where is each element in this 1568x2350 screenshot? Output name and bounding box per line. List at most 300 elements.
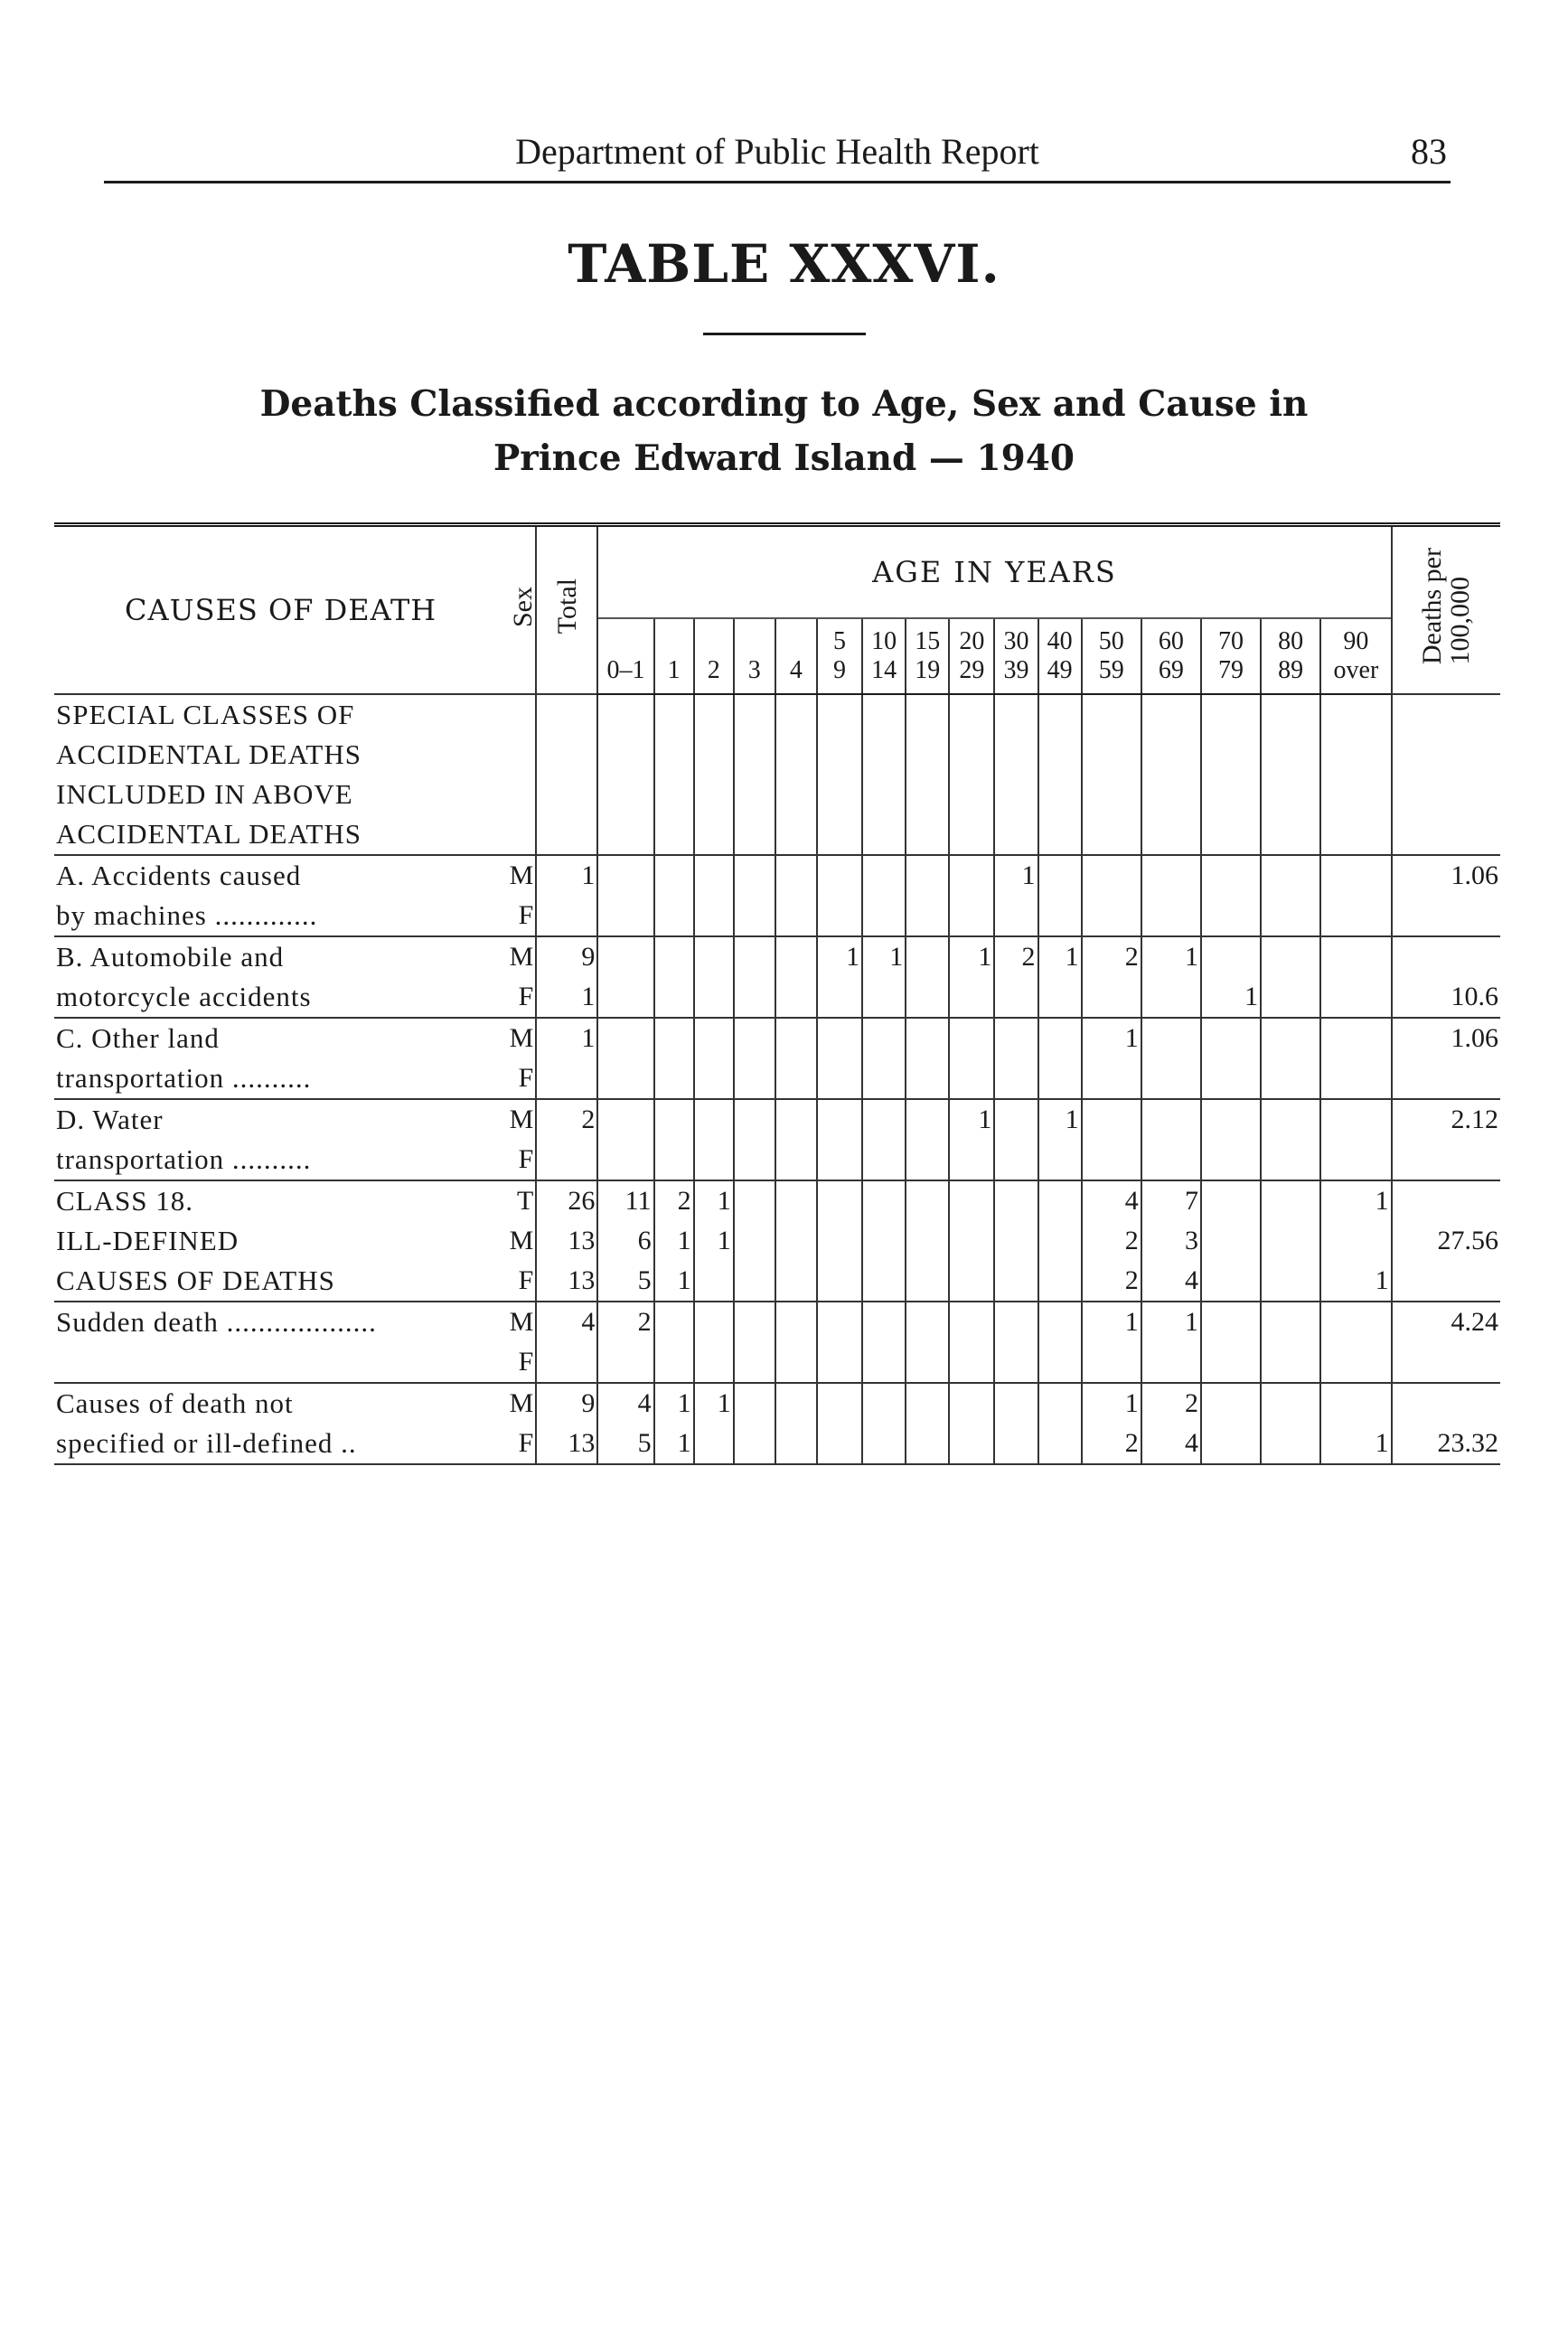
rate-cell: 10.6: [1392, 977, 1500, 1018]
age-value-cell: 1: [654, 1383, 694, 1424]
age-value-cell: [994, 694, 1038, 735]
age-value-cell: [994, 1018, 1038, 1058]
header-age-7: [906, 618, 949, 694]
header-age-2-top: [697, 627, 731, 656]
age-value-cell: [1082, 1099, 1141, 1140]
age-value-cell: [949, 1058, 994, 1099]
age-value-cell: 2: [994, 936, 1038, 977]
header-age-12-bottom: 69: [1158, 656, 1184, 684]
total-cell: 1: [536, 1018, 597, 1058]
header-age-8-bottom: 29: [959, 656, 985, 684]
age-value-cell: [817, 1221, 862, 1261]
age-value-cell: [1038, 1058, 1082, 1099]
age-value-cell: [817, 735, 862, 775]
header-age-4-bottom: 4: [789, 656, 803, 684]
table-row: [54, 1018, 1500, 1058]
sex-cell: M: [509, 1226, 534, 1255]
cause-label-line: transportation ..........: [56, 1143, 312, 1176]
age-value-cell: 1: [1082, 1302, 1141, 1342]
age-value-cell: [1141, 775, 1201, 814]
header-age-6-bottom: 14: [871, 656, 897, 684]
age-value-cell: 4: [597, 1383, 653, 1424]
header-rate: Deaths per100,000: [1392, 525, 1500, 695]
age-value-cell: [1038, 775, 1082, 814]
age-value-cell: [1201, 1058, 1261, 1099]
age-value-cell: [862, 1342, 906, 1383]
age-value-cell: 1: [862, 936, 906, 977]
cause-label-line: ACCIDENTAL DEATHS: [56, 738, 361, 771]
age-value-cell: [694, 1302, 734, 1342]
age-value-cell: [1320, 855, 1391, 896]
table-row: [54, 694, 1500, 735]
age-value-cell: [1261, 1261, 1320, 1302]
age-value-cell: [597, 694, 653, 735]
age-value-cell: [775, 735, 817, 775]
age-value-cell: [1038, 1424, 1082, 1464]
age-value-cell: [949, 977, 994, 1018]
age-value-cell: [817, 775, 862, 814]
age-value-cell: [1261, 1140, 1320, 1180]
age-value-cell: [694, 855, 734, 896]
header-age-in-years: AGE IN YEARS: [597, 525, 1391, 619]
age-value-cell: [597, 1058, 653, 1099]
age-value-cell: [775, 1302, 817, 1342]
age-value-cell: [734, 1342, 775, 1383]
age-value-cell: [1320, 936, 1391, 977]
cause-label-line: Sudden death ...................: [54, 1302, 507, 1342]
age-value-cell: 3: [1141, 1221, 1201, 1261]
age-value-cell: 2: [654, 1180, 694, 1221]
total-cell: [536, 1342, 597, 1383]
cause-label-line: ILL-DEFINED: [56, 1225, 239, 1257]
age-value-cell: [775, 1058, 817, 1099]
total-cell: 9: [536, 1383, 597, 1424]
age-value-cell: [1261, 1018, 1320, 1058]
sex-cell: F: [518, 900, 534, 930]
age-value-cell: 1: [817, 936, 862, 977]
age-value-cell: 1: [1320, 1424, 1391, 1464]
cause-label-line: D. Water: [54, 1099, 507, 1140]
age-value-cell: [1320, 896, 1391, 936]
age-value-cell: [994, 1140, 1038, 1180]
age-value-cell: 1: [654, 1424, 694, 1464]
age-value-cell: [994, 1221, 1038, 1261]
header-age-7-top: 15: [915, 626, 941, 655]
age-value-cell: 6: [597, 1221, 653, 1261]
age-value-cell: [734, 1221, 775, 1261]
age-value-cell: [654, 1018, 694, 1058]
age-value-cell: [862, 1261, 906, 1302]
rate-cell: [1392, 694, 1500, 735]
sex-cell: M: [507, 1099, 536, 1140]
age-value-cell: [1201, 1383, 1261, 1424]
cause-label-line: motorcycle accidents: [56, 981, 312, 1013]
age-value-cell: [906, 694, 949, 735]
age-value-cell: [654, 1140, 694, 1180]
age-value-cell: [775, 1424, 817, 1464]
header-age-14-bottom: 89: [1278, 656, 1304, 684]
age-value-cell: [694, 1140, 734, 1180]
table-number: TABLE XXXVI.: [568, 233, 1000, 295]
age-value-cell: [817, 814, 862, 855]
cause-label-line: A. Accidents caused: [54, 855, 507, 896]
table-row: [54, 1261, 1500, 1302]
age-value-cell: [1320, 775, 1391, 814]
age-value-cell: [694, 1018, 734, 1058]
age-value-cell: [1038, 814, 1082, 855]
age-value-cell: 1: [1038, 936, 1082, 977]
age-value-cell: [862, 814, 906, 855]
age-value-cell: [906, 1261, 949, 1302]
age-value-cell: 1: [694, 1383, 734, 1424]
age-value-cell: [1082, 977, 1141, 1018]
sex-cell: F: [518, 982, 534, 1011]
page-number: 83: [1411, 131, 1447, 172]
sex-cell: M: [507, 1383, 536, 1424]
total-cell: [536, 814, 597, 855]
age-value-cell: [1201, 936, 1261, 977]
age-value-cell: [1038, 1302, 1082, 1342]
table-subtitle-line-2: Prince Edward Island — 1940: [493, 437, 1075, 479]
age-value-cell: [1201, 775, 1261, 814]
header-age-0-bottom: 0–1: [606, 656, 645, 684]
age-value-cell: [817, 1302, 862, 1342]
age-value-cell: [817, 1180, 862, 1221]
age-value-cell: [1082, 1058, 1141, 1099]
age-value-cell: [1141, 1140, 1201, 1180]
age-value-cell: [1201, 1221, 1261, 1261]
sex-cell: F: [518, 1347, 534, 1377]
age-value-cell: [1261, 1342, 1320, 1383]
age-value-cell: [1082, 735, 1141, 775]
age-value-cell: 1: [1082, 1018, 1141, 1058]
header-age-11-top: 50: [1098, 626, 1124, 655]
age-value-cell: [949, 855, 994, 896]
age-value-cell: 2: [1141, 1383, 1201, 1424]
table-row: [54, 1140, 1500, 1180]
header-age-0-top: [600, 627, 651, 656]
cause-label-line: INCLUDED IN ABOVE: [56, 778, 353, 811]
table-row: [54, 1424, 1500, 1464]
age-value-cell: [994, 1058, 1038, 1099]
total-cell: 4: [536, 1302, 597, 1342]
sex-cell: M: [507, 1302, 536, 1342]
age-value-cell: [906, 1140, 949, 1180]
age-value-cell: 4: [1141, 1424, 1201, 1464]
age-value-cell: [1320, 1140, 1391, 1180]
age-value-cell: [775, 977, 817, 1018]
rate-cell: [1392, 1383, 1500, 1424]
age-value-cell: [862, 1221, 906, 1261]
age-value-cell: 1: [694, 1221, 734, 1261]
age-value-cell: [906, 1342, 949, 1383]
age-value-cell: [906, 1018, 949, 1058]
age-value-cell: [597, 735, 653, 775]
total-cell: [536, 1140, 597, 1180]
table-row: [54, 1342, 1500, 1383]
age-value-cell: [1261, 1302, 1320, 1342]
total-cell: 1: [536, 855, 597, 896]
age-value-cell: [817, 855, 862, 896]
age-value-cell: [654, 1058, 694, 1099]
header-age-1-top: [657, 627, 691, 656]
header-age-6: [862, 618, 906, 694]
age-value-cell: [817, 1099, 862, 1140]
age-value-cell: 4: [1141, 1261, 1201, 1302]
age-value-cell: [949, 1383, 994, 1424]
age-value-cell: [734, 936, 775, 977]
sex-cell: [507, 694, 536, 735]
age-value-cell: 1: [654, 1221, 694, 1261]
header-total: Total: [536, 525, 597, 695]
cause-label-line: C. Other land: [54, 1018, 507, 1058]
table-row: [54, 775, 1500, 814]
age-value-cell: [775, 1140, 817, 1180]
age-value-cell: [1261, 1424, 1320, 1464]
age-value-cell: [597, 977, 653, 1018]
age-value-cell: [906, 1424, 949, 1464]
age-value-cell: [1320, 977, 1391, 1018]
age-value-cell: 1: [654, 1261, 694, 1302]
age-value-cell: [775, 1342, 817, 1383]
age-value-cell: [994, 896, 1038, 936]
age-value-cell: [906, 1180, 949, 1221]
age-value-cell: [994, 1342, 1038, 1383]
age-value-cell: [775, 1221, 817, 1261]
age-value-cell: [949, 1221, 994, 1261]
age-value-cell: [1320, 1099, 1391, 1140]
rate-cell: [1392, 1058, 1500, 1099]
rate-cell: [1392, 1342, 1500, 1383]
cause-label-line: transportation ..........: [56, 1062, 312, 1095]
age-value-cell: 2: [1082, 936, 1141, 977]
table-row: [54, 1302, 1500, 1342]
age-value-cell: [1261, 694, 1320, 735]
rate-cell: 1.06: [1392, 1018, 1500, 1058]
age-value-cell: [994, 1302, 1038, 1342]
age-value-cell: [1261, 855, 1320, 896]
age-value-cell: [775, 814, 817, 855]
age-value-cell: [949, 1342, 994, 1383]
age-value-cell: 1: [1320, 1180, 1391, 1221]
age-value-cell: [734, 1261, 775, 1302]
cause-label-line: CLASS 18.: [54, 1180, 507, 1221]
header-age-0: [597, 618, 653, 694]
age-value-cell: [1201, 1342, 1261, 1383]
age-value-cell: 5: [597, 1424, 653, 1464]
total-cell: [536, 1058, 597, 1099]
age-value-cell: [1261, 1099, 1320, 1140]
rate-cell: 1.06: [1392, 855, 1500, 896]
header-age-3-top: [737, 627, 773, 656]
total-cell: [536, 775, 597, 814]
cause-label-line: B. Automobile and: [54, 936, 507, 977]
age-value-cell: [734, 1424, 775, 1464]
age-value-cell: [1141, 1058, 1201, 1099]
age-value-cell: [1038, 1221, 1082, 1261]
age-value-cell: [994, 735, 1038, 775]
age-value-cell: [862, 977, 906, 1018]
statistics-table-wrap: [54, 522, 1500, 1465]
header-age-10-bottom: 49: [1047, 656, 1073, 684]
table-row: [54, 1099, 1500, 1140]
age-value-cell: [1082, 1342, 1141, 1383]
sex-cell: M: [507, 855, 536, 896]
table-row: [54, 1221, 1500, 1261]
age-value-cell: [1261, 1180, 1320, 1221]
header-age-3-bottom: 3: [747, 656, 761, 684]
age-value-cell: [1038, 977, 1082, 1018]
age-value-cell: [775, 1261, 817, 1302]
age-value-cell: [906, 1302, 949, 1342]
age-value-cell: [949, 1424, 994, 1464]
age-value-cell: [1201, 1424, 1261, 1464]
age-value-cell: 2: [1082, 1221, 1141, 1261]
age-value-cell: [694, 936, 734, 977]
age-value-cell: [906, 1099, 949, 1140]
age-value-cell: [1261, 814, 1320, 855]
age-value-cell: [1038, 855, 1082, 896]
age-value-cell: 1: [994, 855, 1038, 896]
table-row: [54, 1383, 1500, 1424]
age-value-cell: [906, 855, 949, 896]
age-value-cell: [1261, 775, 1320, 814]
rate-cell: 2.12: [1392, 1099, 1500, 1140]
age-value-cell: [1261, 735, 1320, 775]
running-head: [104, 127, 1451, 183]
age-value-cell: [597, 855, 653, 896]
age-value-cell: [734, 1018, 775, 1058]
age-value-cell: [734, 1058, 775, 1099]
age-value-cell: [1141, 1018, 1201, 1058]
age-value-cell: [862, 694, 906, 735]
total-cell: 13: [536, 1261, 597, 1302]
age-value-cell: [694, 1058, 734, 1099]
age-value-cell: [1038, 694, 1082, 735]
header-age-5-top: 5: [833, 626, 847, 655]
age-value-cell: [817, 1140, 862, 1180]
age-value-cell: [862, 1058, 906, 1099]
age-value-cell: [1320, 814, 1391, 855]
age-value-cell: [775, 855, 817, 896]
age-value-cell: [597, 1099, 653, 1140]
age-value-cell: [906, 735, 949, 775]
header-age-14: [1261, 618, 1320, 694]
age-value-cell: [1261, 936, 1320, 977]
deaths-table: [54, 522, 1500, 1465]
header-age-10-top: 40: [1047, 626, 1073, 655]
age-value-cell: [1082, 855, 1141, 896]
rate-cell: 27.56: [1392, 1221, 1500, 1261]
age-value-cell: [1038, 1261, 1082, 1302]
header-age-9-top: 30: [1003, 626, 1029, 655]
rate-cell: [1392, 814, 1500, 855]
age-value-cell: [775, 1383, 817, 1424]
age-value-cell: [734, 977, 775, 1018]
cause-label-line: specified or ill-defined ..: [54, 1424, 507, 1464]
table-row: [54, 735, 1500, 775]
total-cell: [536, 694, 597, 735]
sex-cell: T: [507, 1180, 536, 1221]
header-age-4-top: [778, 627, 814, 656]
age-value-cell: [906, 977, 949, 1018]
age-value-cell: [775, 1018, 817, 1058]
age-value-cell: [906, 1383, 949, 1424]
age-value-cell: [1141, 855, 1201, 896]
age-value-cell: [994, 814, 1038, 855]
age-value-cell: 5: [597, 1261, 653, 1302]
rate-cell: [1392, 936, 1500, 977]
age-value-cell: [775, 1180, 817, 1221]
age-value-cell: [1141, 694, 1201, 735]
age-value-cell: [1261, 977, 1320, 1018]
header-age-12-top: 60: [1158, 626, 1184, 655]
header-age-8: [949, 618, 994, 694]
age-value-cell: [862, 896, 906, 936]
age-value-cell: [906, 775, 949, 814]
table-row: [54, 855, 1500, 896]
cause-label-line: SPECIAL CLASSES OF: [54, 694, 507, 735]
age-value-cell: [949, 1018, 994, 1058]
age-value-cell: [949, 1180, 994, 1221]
table-body: [54, 694, 1500, 1464]
age-value-cell: [817, 1342, 862, 1383]
age-value-cell: [1201, 1302, 1261, 1342]
table-row: [54, 1058, 1500, 1099]
age-value-cell: [775, 775, 817, 814]
age-value-cell: [1320, 735, 1391, 775]
age-value-cell: [906, 1221, 949, 1261]
age-value-cell: [694, 977, 734, 1018]
header-age-11-bottom: 59: [1098, 656, 1124, 684]
age-value-cell: [862, 1180, 906, 1221]
age-value-cell: [1082, 775, 1141, 814]
age-value-cell: [694, 1099, 734, 1140]
age-value-cell: 1: [1141, 936, 1201, 977]
age-value-cell: [994, 1099, 1038, 1140]
age-value-cell: [1201, 1180, 1261, 1221]
age-value-cell: 1: [1082, 1383, 1141, 1424]
age-value-cell: [694, 896, 734, 936]
sex-cell: F: [518, 1265, 534, 1295]
header-age-9-bottom: 39: [1003, 656, 1029, 684]
age-value-cell: [734, 1383, 775, 1424]
age-value-cell: 1: [1038, 1099, 1082, 1140]
age-value-cell: [597, 936, 653, 977]
age-value-cell: [654, 775, 694, 814]
age-value-cell: [994, 1424, 1038, 1464]
age-value-cell: [597, 1018, 653, 1058]
age-value-cell: [862, 855, 906, 896]
age-value-cell: 2: [1082, 1424, 1141, 1464]
total-cell: 13: [536, 1424, 597, 1464]
age-value-cell: [949, 694, 994, 735]
header-age-15-top: 90: [1343, 626, 1369, 655]
age-value-cell: [1141, 814, 1201, 855]
total-cell: 13: [536, 1221, 597, 1261]
age-value-cell: [1201, 694, 1261, 735]
age-value-cell: 2: [1082, 1261, 1141, 1302]
header-age-13-top: 70: [1218, 626, 1244, 655]
age-value-cell: [734, 896, 775, 936]
age-value-cell: [862, 1018, 906, 1058]
header-age-13-bottom: 79: [1218, 656, 1244, 684]
age-value-cell: [654, 977, 694, 1018]
cause-label-line: Causes of death not: [54, 1383, 507, 1424]
table-row: [54, 896, 1500, 936]
age-value-cell: [734, 855, 775, 896]
age-value-cell: [1038, 735, 1082, 775]
